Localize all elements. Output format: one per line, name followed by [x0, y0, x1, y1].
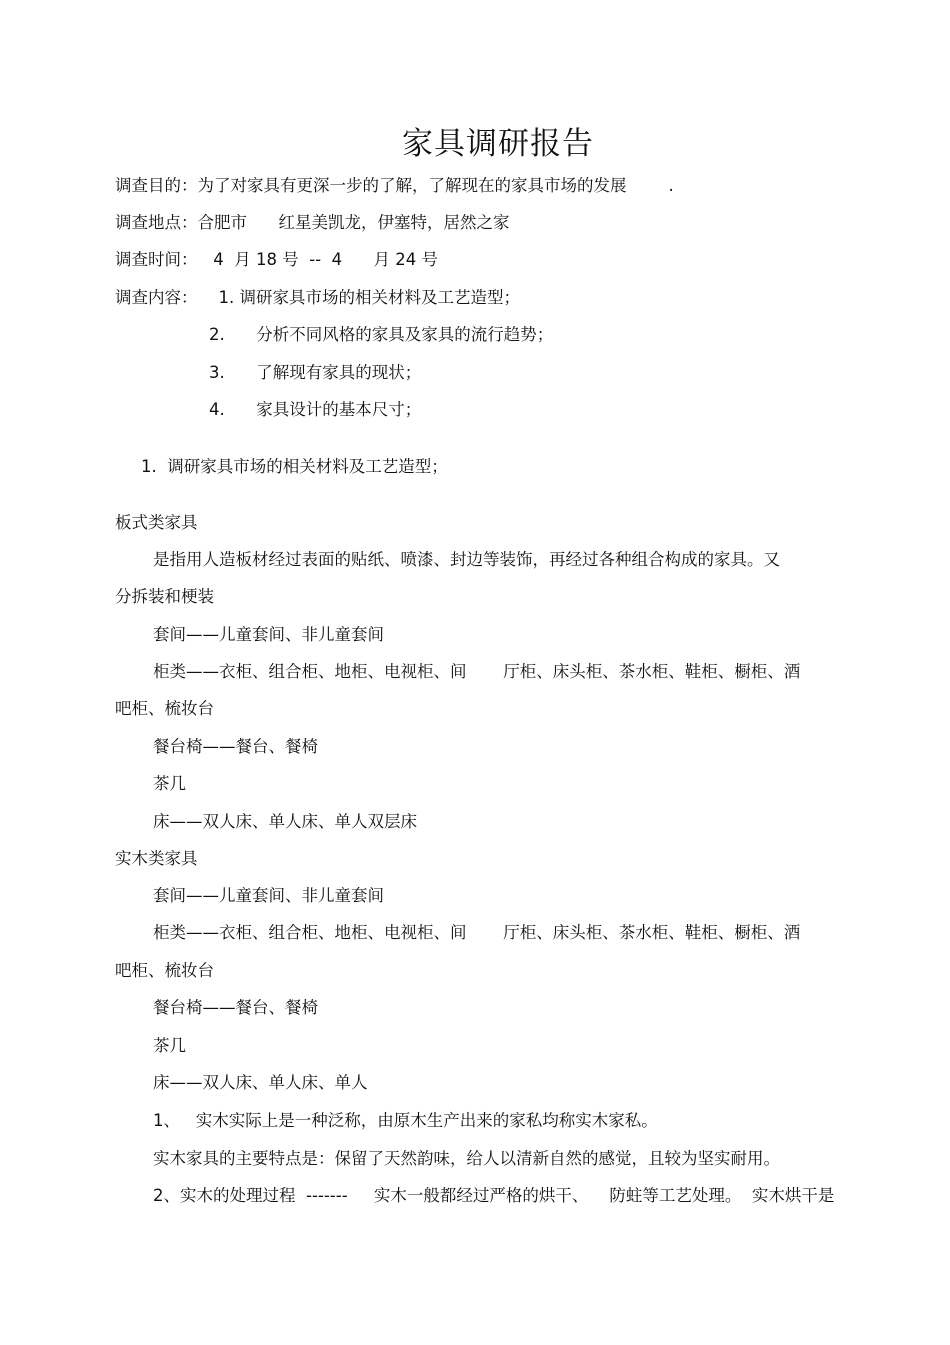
line-content: 调查内容： 1. 调研家具市场的相关材料及工艺造型； — [115, 288, 520, 307]
document-title: 家具调研报告 — [402, 126, 594, 162]
list-item: 茶几 — [153, 1036, 186, 1055]
list-item: 柜类——衣柜、组合柜、地柜、电视柜、间 厅柜、床头柜、茶水柜、鞋柜、橱柜、酒 — [153, 662, 801, 681]
line-content-item-4: 4. 家具设计的基本尺寸； — [209, 400, 422, 419]
paragraph-line: 是指用人造板材经过表面的贴纸、喷漆、封边等装饰，再经过各种组合构成的家具。又 — [153, 550, 780, 569]
line-content-item-3: 3. 了解现有家具的现状； — [209, 363, 422, 382]
line-purpose: 调查目的：为了对家具有更深一步的了解，了解现在的家具市场的发展 . — [115, 176, 674, 195]
list-item: 床——双人床、单人床、单人 — [153, 1073, 368, 1092]
paragraph-line: 分拆装和梗装 — [115, 587, 214, 606]
section-heading-1: 1. 调研家具市场的相关材料及工艺造型； — [141, 457, 448, 476]
list-item: 餐台椅——餐台、餐椅 — [153, 737, 318, 756]
subheading-panel-furniture: 板式类家具 — [115, 513, 198, 532]
paragraph-line: 2、实木的处理过程 ------- 实木一般都经过严格的烘干、 防蛀等工艺处理。 实木烘干是 — [153, 1186, 835, 1205]
list-item-continued: 吧柜、梳妆台 — [115, 961, 214, 980]
paragraph-line: 实木家具的主要特点是：保留了天然韵味，给人以清新自然的感觉，且较为坚实耐用。 — [153, 1149, 780, 1168]
subheading-solid-wood-furniture: 实木类家具 — [115, 849, 198, 868]
list-item: 茶几 — [153, 774, 186, 793]
list-item: 床——双人床、单人床、单人双层床 — [153, 812, 417, 831]
line-time: 调查时间： 4 月 18 号 -- 4 月 24 号 — [115, 250, 439, 269]
paragraph-line: 1、 实木实际上是一种泛称，由原木生产出来的家私均称实木家私。 — [153, 1111, 658, 1130]
list-item-continued: 吧柜、梳妆台 — [115, 699, 214, 718]
list-item: 柜类——衣柜、组合柜、地柜、电视柜、间 厅柜、床头柜、茶水柜、鞋柜、橱柜、酒 — [153, 923, 801, 942]
list-item: 餐台椅——餐台、餐椅 — [153, 998, 318, 1017]
list-item: 套间——儿童套间、非儿童套间 — [153, 625, 384, 644]
line-location: 调查地点：合肥市 红星美凯龙，伊塞特，居然之家 — [115, 213, 510, 232]
line-content-item-2: 2. 分析不同风格的家具及家具的流行趋势； — [209, 325, 554, 344]
list-item: 套间——儿童套间、非儿童套间 — [153, 886, 384, 905]
